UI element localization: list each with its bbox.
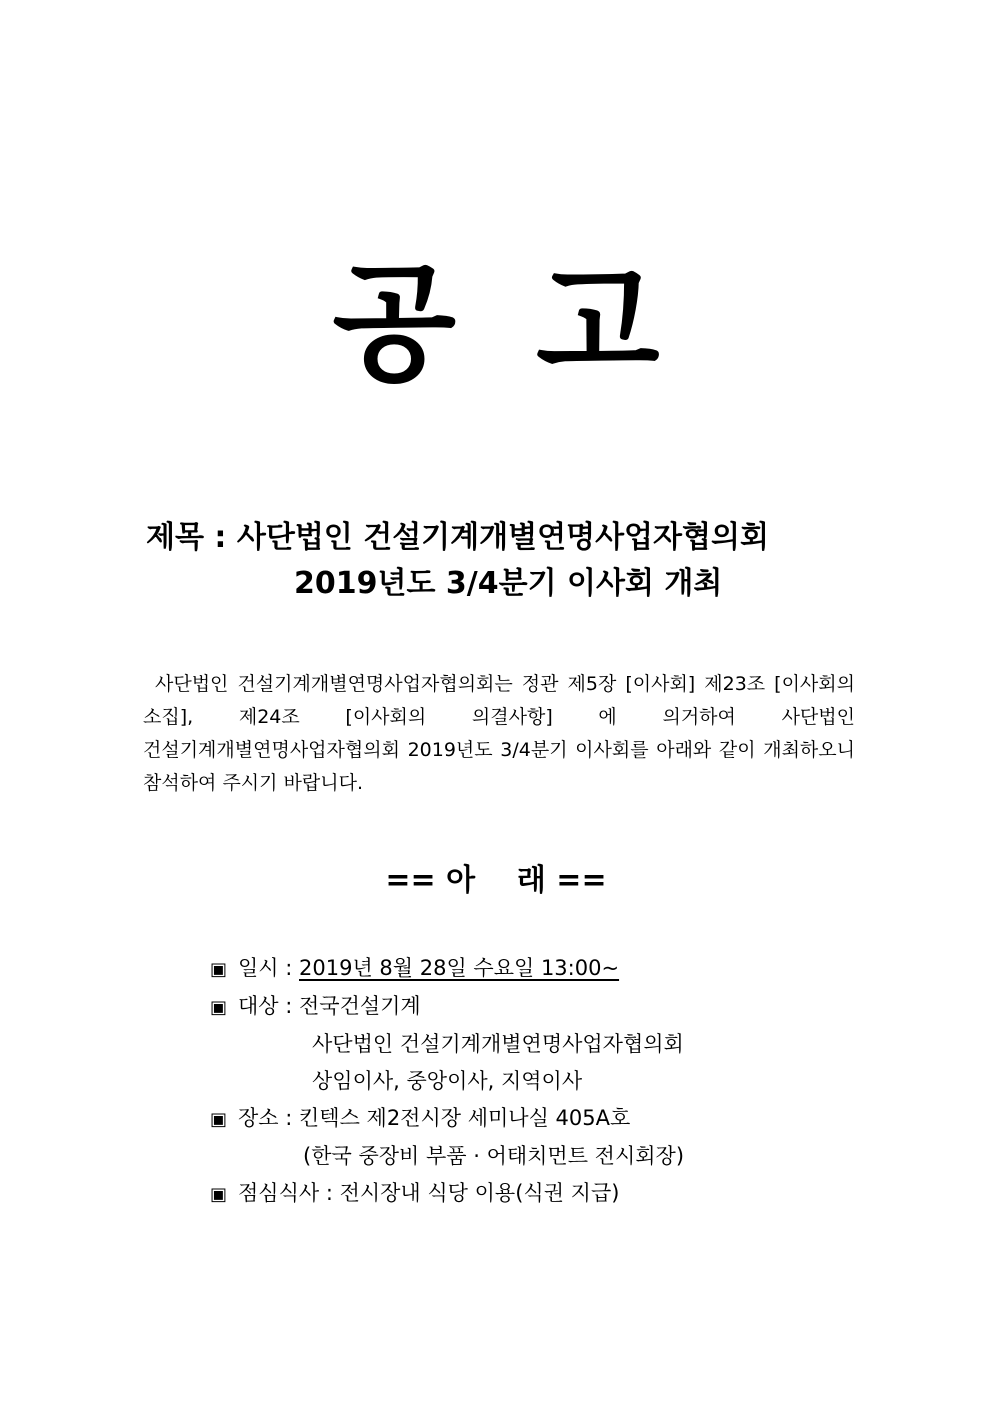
square-bullet-icon: ▣ <box>210 959 228 980</box>
page-title: 공고 <box>332 250 740 399</box>
detail-date <box>210 950 910 988</box>
target-line-3: 상임이사, 중앙이사, 지역이사 <box>312 1069 583 1093</box>
lunch-value: 전시장내 식당 이용(식권 지급) <box>339 1181 620 1205</box>
subject-line-1: 사단법인 건설기계개별연명사업자협의회 <box>236 520 769 555</box>
date-label: 일시 : <box>238 956 299 980</box>
detail-venue <box>210 1100 910 1138</box>
target-label: 대상 : <box>238 994 299 1018</box>
detail-lunch <box>210 1175 910 1213</box>
details-list <box>210 950 910 1213</box>
lunch-label: 점심식사 : <box>238 1181 340 1205</box>
venue-line-1: 킨텍스 제2전시장 세미나실 405A호 <box>299 1106 631 1130</box>
detail-target <box>210 988 910 1026</box>
venue-label: 장소 : <box>238 1106 299 1130</box>
subject-block <box>146 515 866 607</box>
square-bullet-icon: ▣ <box>210 997 228 1018</box>
venue-line-2: (한국 중장비 부품 · 어태치먼트 전시회장) <box>303 1144 685 1168</box>
subject-line-2: 2019년도 3/4분기 이사회 개최 <box>294 566 723 601</box>
section-heading: == 아 래 == <box>385 863 607 898</box>
subject-label: 제목 : <box>146 520 237 555</box>
square-bullet-icon: ▣ <box>210 1184 228 1205</box>
target-line-1: 전국건설기계 <box>299 994 421 1018</box>
square-bullet-icon: ▣ <box>210 1109 228 1130</box>
target-line-2: 사단법인 건설기계개별연명사업자협의회 <box>312 1032 684 1056</box>
date-value: 2019년 8월 28일 수요일 13:00~ <box>299 956 620 980</box>
body-paragraph: 사단법인 건설기계개별연명사업자협의회는 정관 제5장 [이사회] 제23조 [이사회의 소집], 제24조 [이사회의 의결사항] 에 의거하여 사단법인 건설기계개별연명사업자협의회 2019년도 3/4분기 이사회를 아래와 같이 개최하오니 참석하여 주시기 바랍니다. <box>143 673 855 794</box>
